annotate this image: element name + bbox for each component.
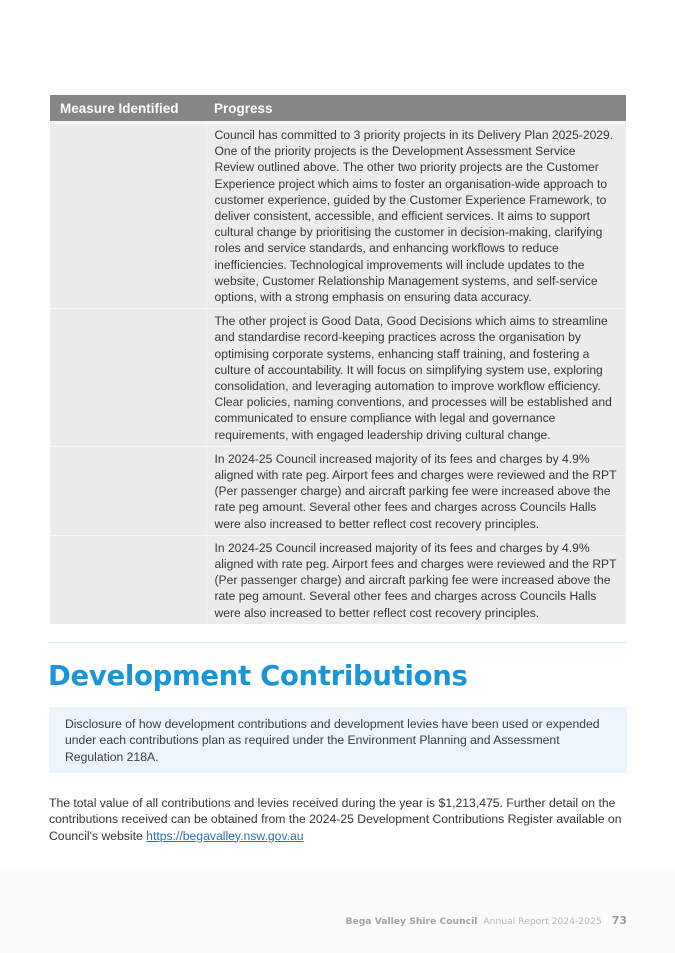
- progress-cell: The other project is Good Data, Good Decisions which aims to streamline and standardise record-keeping practices across the organisation by optimising corporate systems, enhancing staff training, and fostering a culture of accountability. It will focus on simplifying system use, exploring consolidation, and leveraging automation to improve workflow efficiency. Clear policies, naming conventions, and processes will be established and communicated to ensure compliance with legal and governance requirements, with engaged leadership driving cultural change.: [206, 309, 626, 447]
- progress-cell: In 2024-25 Council increased majority of its fees and charges by 4.9% aligned with rate peg. Airport fees and charges were reviewed and the RPT (Per passenger charge) and aircraft parking fee were increased above the rate peg amount. Several other fees and charges across Councils Halls were also increased to better reflect cost recovery principles.: [206, 446, 626, 535]
- column-header-measure-identified: Measure Identified: [50, 95, 206, 123]
- progress-cell: In 2024-25 Council increased majority of its fees and charges by 4.9% aligned with rate peg. Airport fees and charges were reviewed and the RPT (Per passenger charge) and aircraft parking fee were increased above the rate peg amount. Several other fees and charges across Councils Halls were also increased to better reflect cost recovery principles.: [206, 535, 626, 624]
- measure-cell: [50, 535, 206, 624]
- table-row: [50, 535, 626, 624]
- measure-cell: [50, 446, 206, 535]
- progress-cell: Council has committed to 3 priority projects in its Delivery Plan 2025-2029. One of the priority projects is the Development Assessment Service Review outlined above. The other two priority projects are the Customer Experience project which aims to foster an organisation-wide approach to customer experience, guided by the Customer Experience Framework, to deliver consistent, accessible, and efficient services. It aims to support cultural change by prioritising the customer in decision-making, clarifying roles and service standards, and enhancing workflows to reduce inefficiencies. Technological improvements will include updates to the website, Customer Relationship Management systems, and self-service options, with a strong emphasis on ensuring data accuracy.: [206, 123, 626, 309]
- section-divider: [48, 642, 626, 643]
- page-number: 73: [611, 914, 627, 927]
- table-header-row: [50, 95, 626, 123]
- disclosure-callout: Disclosure of how development contributions and development levies have been used or expended under each contributions plan as required under the Environment Planning and Assessment Regulation 218A.: [49, 707, 627, 773]
- contributions-paragraph: [49, 795, 634, 844]
- column-header-progress: Progress: [206, 95, 626, 123]
- table-row: [50, 309, 626, 447]
- footer-organisation: Bega Valley Shire Council: [345, 916, 478, 927]
- table-row: [50, 446, 626, 535]
- footer-band: [0, 870, 675, 953]
- footer-report-title: Annual Report 2024-2025: [483, 916, 602, 927]
- council-website-link[interactable]: https://begavalley.nsw.gov.au: [146, 828, 304, 843]
- measure-cell: [50, 123, 206, 309]
- measure-cell: [50, 309, 206, 447]
- page-footer: [345, 914, 627, 927]
- section-title: Development Contributions: [48, 660, 468, 692]
- measures-progress-table: [50, 95, 626, 624]
- table-row: [50, 123, 626, 309]
- contributions-text: The total value of all contributions and levies received during the year is $1,213,475. Further detail on the contributions received can be obtained from the 2024-25 Development Contributions Register available on Council's website: [49, 796, 622, 843]
